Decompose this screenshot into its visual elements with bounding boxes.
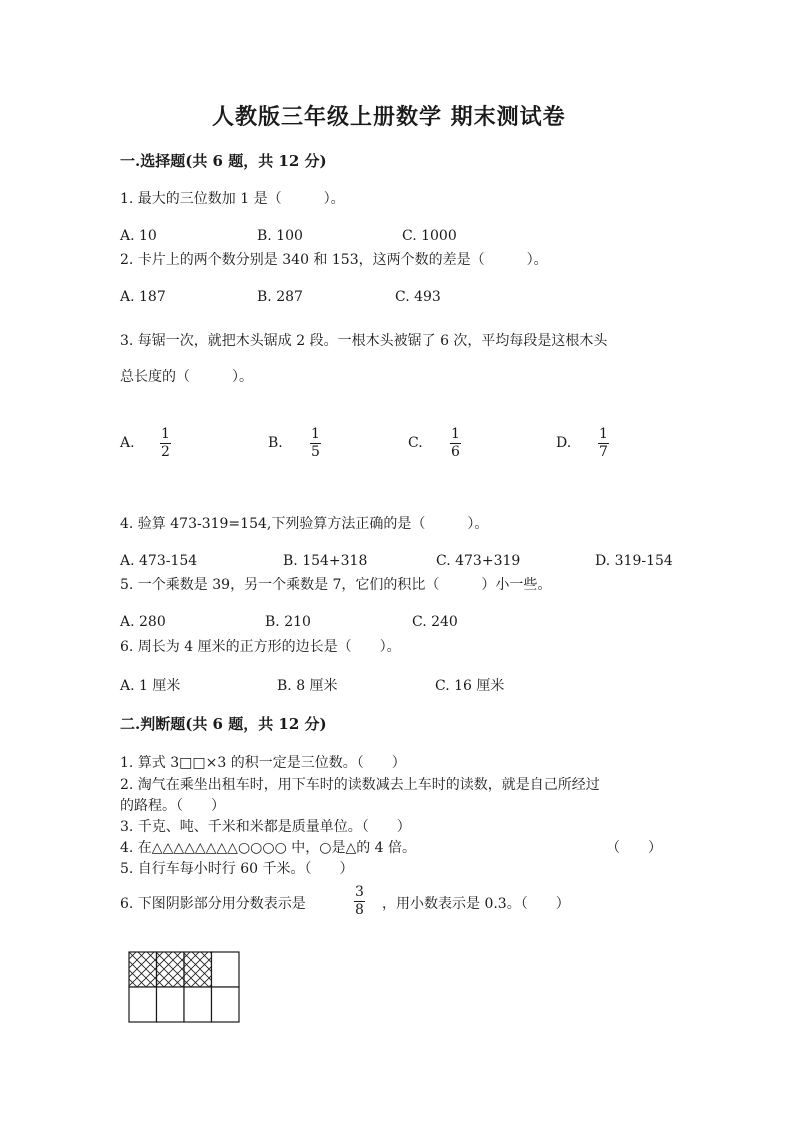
q3-option-c-label: C. <box>408 435 423 451</box>
judge-question-4-answer-paren: （ ） <box>606 840 662 856</box>
fraction-numerator: 3 <box>355 884 364 900</box>
q3-option-d-fraction <box>598 427 609 460</box>
fraction-denominator: 8 <box>355 902 364 918</box>
q4-option-d: D. 319-154 <box>595 553 673 569</box>
q3-option-b-label: B. <box>268 435 283 451</box>
grid-cell <box>184 987 212 1022</box>
question-5-stem: 5. 一个乘数是 39，另一个乘数是 7，它们的积比（ ）小一些。 <box>120 577 552 593</box>
q2-option-b: B. 287 <box>257 289 303 305</box>
q6-option-b: B. 8 厘米 <box>277 678 338 694</box>
question-4-stem: 4. 验算 473-319=154,下列验算方法正确的是（ ）。 <box>120 516 489 532</box>
grid-cell <box>212 987 240 1022</box>
q3-option-a-fraction <box>160 427 171 460</box>
q3-option-b-fraction <box>310 427 321 460</box>
q6-option-c: C. 16 厘米 <box>435 678 505 694</box>
fraction-numerator: 1 <box>451 426 460 442</box>
q1-option-b: B. 100 <box>257 228 303 244</box>
q4-option-b: B. 154+318 <box>283 553 368 569</box>
judge-question-4: 4. 在△△△△△△△△○○○○ 中，○是△的 4 倍。 <box>120 840 417 856</box>
judge-question-1: 1. 算式 3□□×3 的积一定是三位数。（ ） <box>120 755 406 771</box>
grid-cell <box>157 987 185 1022</box>
section-heading-choice: 一.选择题(共 6 题，共 12 分) <box>120 152 327 170</box>
fraction-denominator: 6 <box>451 444 460 460</box>
q6-option-a: A. 1 厘米 <box>120 678 181 694</box>
fraction-numerator: 1 <box>599 426 608 442</box>
question-3-stem-line1: 3. 每锯一次，就把木头锯成 2 段。一根木头被锯了 6 次，平均每段是这根木头 <box>120 333 608 349</box>
judge-question-2-line2: 的路程。（ ） <box>120 798 225 814</box>
judge-question-6-after: ，用小数表示是 0.3。（ ） <box>382 896 570 912</box>
q4-option-c: C. 473+319 <box>436 553 521 569</box>
question-6-stem: 6. 周长为 4 厘米的正方形的边长是（ ）。 <box>120 639 401 655</box>
section-heading-judgement: 二.判断题(共 6 题，共 12 分) <box>120 715 327 733</box>
shaded-fraction-grid-figure <box>128 951 242 1023</box>
grid-cell <box>212 952 240 987</box>
q5-option-a: A. 280 <box>120 614 166 630</box>
fraction-denominator: 5 <box>311 444 320 460</box>
question-1-stem: 1. 最大的三位数加 1 是（ ）。 <box>120 191 345 207</box>
fraction-denominator: 2 <box>161 444 170 460</box>
question-2-stem: 2. 卡片上的两个数分别是 340 和 153，这两个数的差是（ ）。 <box>120 252 548 268</box>
q3-option-c-fraction <box>450 427 461 460</box>
q3-option-a-label: A. <box>120 435 135 451</box>
judge-question-6-fraction <box>354 885 365 918</box>
q5-option-c: C. 240 <box>412 614 458 630</box>
grid-cell <box>129 987 157 1022</box>
judge-question-2-line1: 2. 淘气在乘坐出租车时，用下车时的读数减去上车时的读数，就是自己所经过 <box>120 777 600 793</box>
fraction-numerator: 1 <box>161 426 170 442</box>
q1-option-c: C. 1000 <box>402 228 457 244</box>
q4-option-a: A. 473-154 <box>120 553 198 569</box>
q2-option-a: A. 187 <box>120 289 166 305</box>
page-title: 人教版三年级上册数学 期末测试卷 <box>212 104 566 130</box>
question-3-stem-line2: 总长度的（ ）。 <box>120 369 253 385</box>
grid-cell-shaded <box>184 952 212 987</box>
judge-question-3: 3. 千克、吨、千米和米都是质量单位。（ ） <box>120 819 411 835</box>
judge-question-6-before: 6. 下图阴影部分用分数表示是 <box>120 896 306 912</box>
judge-question-5: 5. 自行车每小时行 60 千米。（ ） <box>120 861 354 877</box>
q5-option-b: B. 210 <box>265 614 311 630</box>
q3-option-d-label: D. <box>556 435 572 451</box>
grid-cell-shaded <box>157 952 185 987</box>
grid-cell-shaded <box>129 952 157 987</box>
fraction-numerator: 1 <box>311 426 320 442</box>
fraction-denominator: 7 <box>599 444 608 460</box>
q2-option-c: C. 493 <box>395 289 441 305</box>
q1-option-a: A. 10 <box>120 228 157 244</box>
